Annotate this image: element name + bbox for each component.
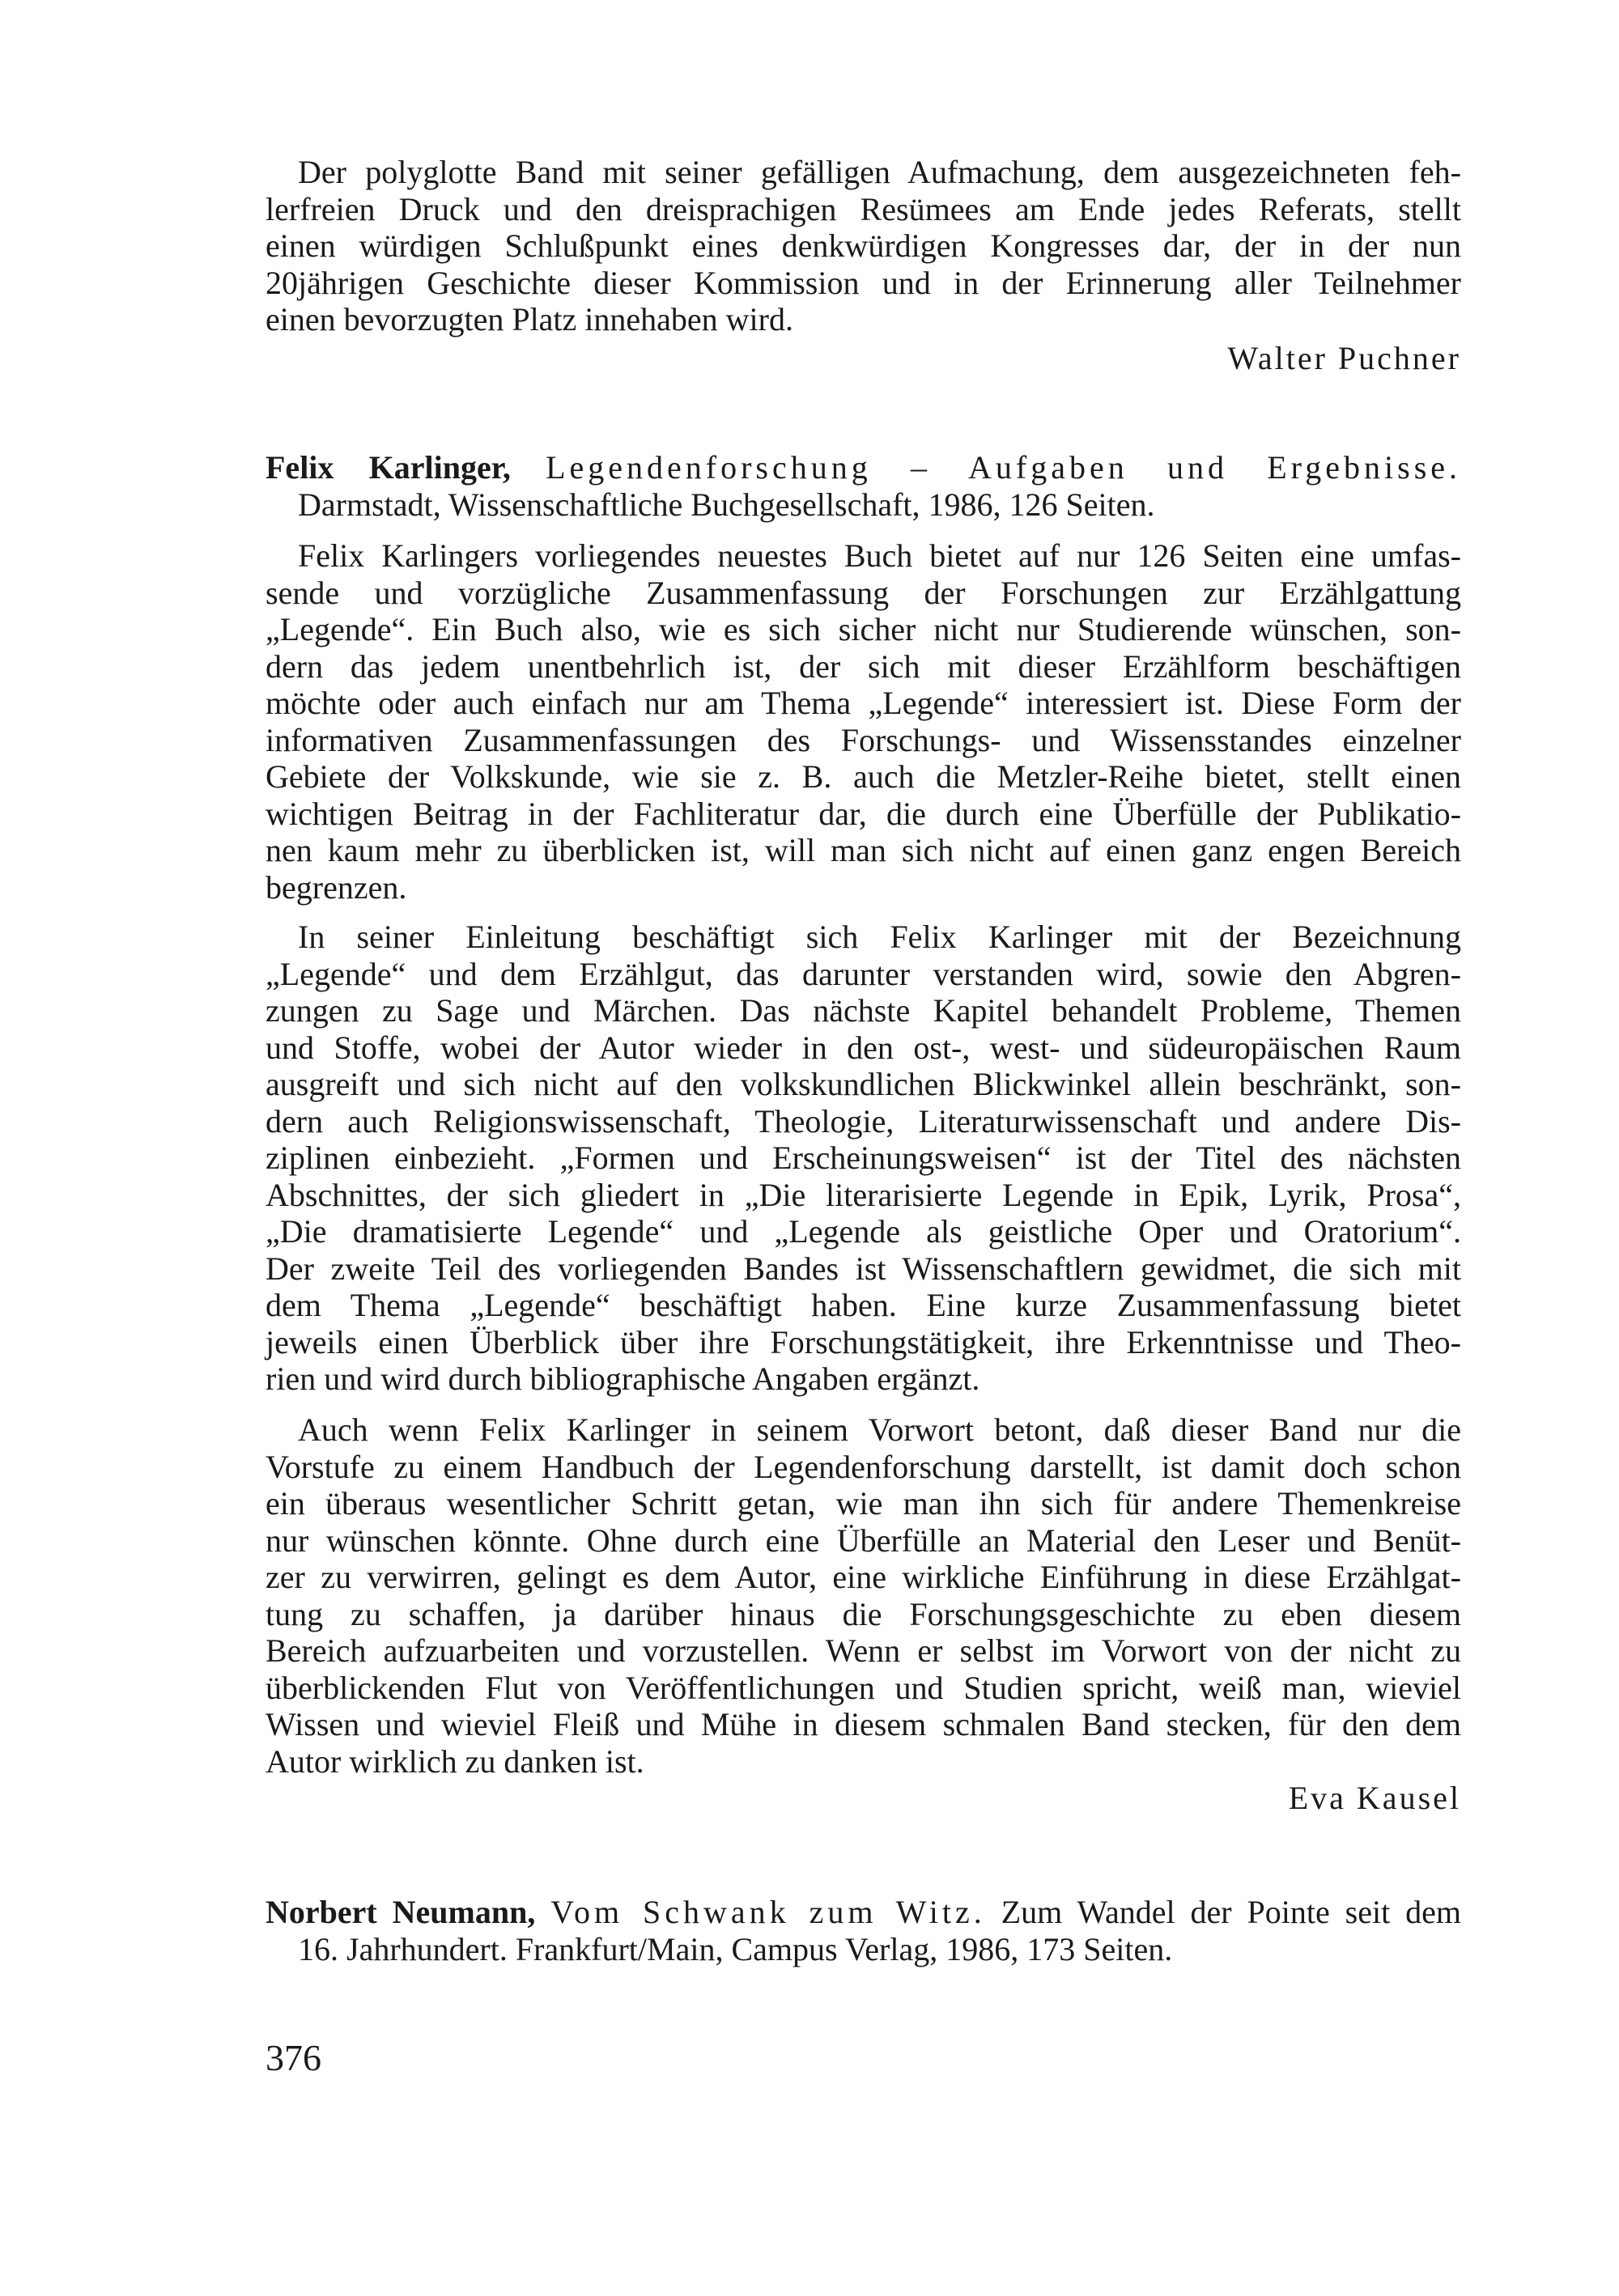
review-title: Vom Schwank zum Witz. bbox=[550, 1894, 986, 1930]
review-author: Norbert Neumann, bbox=[266, 1894, 536, 1930]
text-line: dern auch Religionswissenschaft, Theologie, Literaturwissenschaft und andere Dis- bbox=[266, 1102, 1461, 1140]
text-line: „Legende“ und dem Erzählgut, das darunter verstanden wird, sowie den Abgren- bbox=[266, 955, 1461, 992]
review-heading-neumann bbox=[266, 1894, 1461, 1967]
text-line: 20jährigen Geschichte dieser Kommission und in der Erinnerung aller Teilnehmer bbox=[266, 264, 1461, 301]
text-line: einen bevorzugten Platz innehaben wird. bbox=[266, 301, 793, 337]
page-number: 376 bbox=[266, 2037, 321, 2078]
text-line: wichtigen Beitrag in der Fachliteratur dar, die durch eine Überfülle der Publikatio- bbox=[266, 795, 1461, 832]
review-author: Felix Karlinger, bbox=[266, 449, 511, 486]
text-line: ein überaus wesentlicher Schritt getan, wie man ihn sich für andere Themenkreise bbox=[266, 1485, 1461, 1521]
text-line: und Stoffe, wobei der Autor wieder in den ost-, west- und südeuropäischen Raum bbox=[266, 1029, 1461, 1066]
review-heading-karlinger bbox=[266, 449, 1461, 523]
text-line: ziplinen einbezieht. „Formen und Erscheinungsweisen“ ist der Titel des nächsten bbox=[266, 1140, 1461, 1176]
review-publication: Darmstadt, Wissenschaftliche Buchgesellschaft, 1986, 126 Seiten. bbox=[298, 486, 1155, 523]
signature-eva-kausel: Eva Kausel bbox=[1288, 1780, 1461, 1816]
text-line: ausgreift und sich nicht auf den volkskundlichen Blickwinkel allein beschränkt, son- bbox=[266, 1066, 1461, 1102]
text-line: nur wünschen könnte. Ohne durch eine Überfülle an Material den Leser und Benüt- bbox=[266, 1521, 1461, 1559]
text-line: jeweils einen Überblick über ihre Forschungstätigkeit, ihre Erkenntnisse und Theo- bbox=[266, 1323, 1461, 1360]
text-line: In seiner Einleitung beschäftigt sich Felix Karlinger mit der Bezeichnung bbox=[298, 919, 1461, 955]
text-line: dem Thema „Legende“ beschäftigt haben. Eine kurze Zusammenfassung bietet bbox=[266, 1287, 1461, 1323]
text-line: Wissen und wieviel Fleiß und Mühe in diesem schmalen Band stecken, für den dem bbox=[266, 1706, 1461, 1742]
text-line: Auch wenn Felix Karlinger in seinem Vorwort betont, daß dieser Band nur die bbox=[298, 1411, 1461, 1448]
text-line: dern das jedem unentbehrlich ist, der sich mit dieser Erzählform beschäftigen bbox=[266, 647, 1461, 685]
text-line: Der polyglotte Band mit seiner gefälligen Aufmachung, dem ausgezeichneten feh- bbox=[298, 154, 1461, 190]
paragraph-a bbox=[266, 537, 1461, 906]
text-line: Vorstufe zu einem Handbuch der Legendenforschung darstellt, ist damit doch schon bbox=[266, 1448, 1461, 1485]
review-title: Legendenforschung – Aufgaben und Ergebnisse. bbox=[546, 449, 1462, 486]
text-line: Bereich aufzuarbeiten und vorzustellen. Wenn er selbst im Vorwort von der nicht zu bbox=[266, 1632, 1461, 1669]
text-line: „Legende“. Ein Buch also, wie es sich sicher nicht nur Studierende wünschen, son- bbox=[266, 611, 1461, 647]
review-publication: 16. Jahrhundert. Frankfurt/Main, Campus Verlag, 1986, 173 Seiten. bbox=[298, 1930, 1173, 1967]
text-line: informativen Zusammenfassungen des Forschungs- und Wissensstandes einzelner bbox=[266, 721, 1461, 758]
text-line: „Die dramatisierte Legende“ und „Legende als geistliche Oper und Oratorium“. bbox=[266, 1213, 1461, 1250]
text-line: einen würdigen Schlußpunkt eines denkwürdigen Kongresses dar, der in der nun bbox=[266, 227, 1461, 264]
intro-paragraph bbox=[266, 154, 1461, 338]
text-line: tung zu schaffen, ja darüber hinaus die Forschungsgeschichte zu eben diesem bbox=[266, 1595, 1461, 1632]
text-line: Gebiete der Volkskunde, wie sie z. B. auch die Metzler-Reihe bietet, stellt einen bbox=[266, 758, 1461, 795]
signature-walter-puchner: Walter Puchner bbox=[1227, 340, 1461, 376]
text-line: zer zu verwirren, gelingt es dem Autor, eine wirkliche Einführung in diese Erzählgat- bbox=[266, 1559, 1461, 1595]
review-citation-line bbox=[266, 449, 1461, 486]
text-line: nen kaum mehr zu überblicken ist, will man sich nicht auf einen ganz engen Bereich bbox=[266, 832, 1461, 868]
review-subtitle: Zum Wandel der Pointe seit dem bbox=[1001, 1894, 1462, 1930]
text-line: begrenzen. bbox=[266, 868, 407, 906]
review-citation-line bbox=[266, 1894, 1461, 1931]
text-line: Felix Karlingers vorliegendes neuestes Buch bietet auf nur 126 Seiten eine umfas- bbox=[298, 537, 1461, 574]
paragraph-b bbox=[266, 919, 1461, 1398]
text-line: zungen zu Sage und Märchen. Das nächste Kapitel behandelt Probleme, Themen bbox=[266, 992, 1461, 1029]
text-line: rien und wird durch bibliographische Angaben ergänzt. bbox=[266, 1360, 980, 1397]
text-line: sende und vorzügliche Zusammenfassung der Forschungen zur Erzählgattung bbox=[266, 574, 1461, 611]
text-line: möchte oder auch einfach nur am Thema „Legende“ interessiert ist. Diese Form der bbox=[266, 685, 1461, 721]
text-line: lerfreien Druck und den dreisprachigen Resümees am Ende jedes Referats, stellt bbox=[266, 190, 1461, 227]
text-line: Der zweite Teil des vorliegenden Bandes ist Wissenschaftlern gewidmet, die sich mit bbox=[266, 1250, 1461, 1287]
text-line: überblickenden Flut von Veröffentlichungen und Studien spricht, weiß man, wieviel bbox=[266, 1669, 1461, 1706]
text-line: Autor wirklich zu danken ist. bbox=[266, 1742, 644, 1780]
paragraph-c bbox=[266, 1411, 1461, 1780]
text-line: Abschnittes, der sich gliedert in „Die literarisierte Legende in Epik, Lyrik, Prosa“, bbox=[266, 1176, 1461, 1213]
